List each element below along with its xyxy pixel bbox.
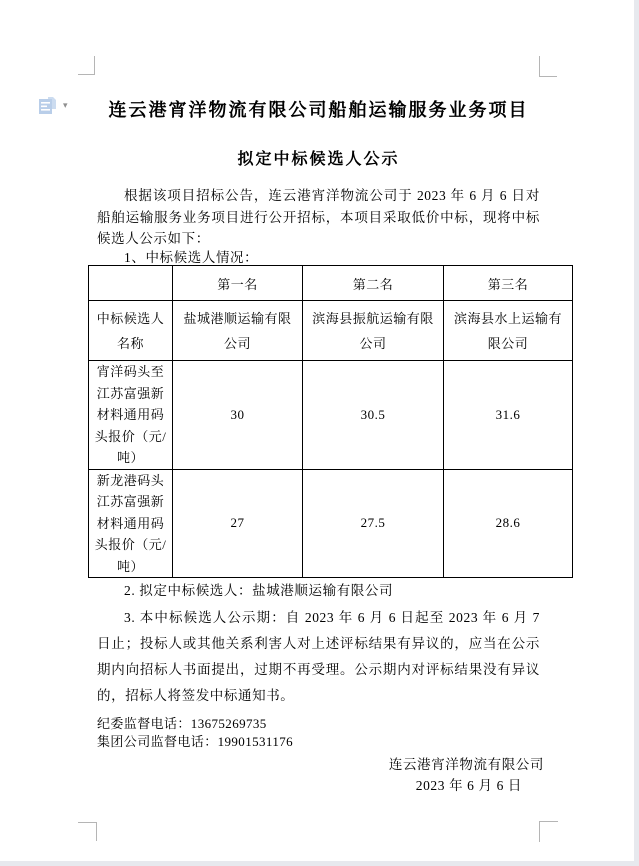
paste-options-button[interactable] xyxy=(38,96,68,115)
intro-paragraph: 根据该项目招标公告，连云港宵洋物流公司于 2023 年 6 月 6 日对船舶运输服务业务项目进行公开招标，本项目采取低价中标，现将中标候选人公示如下： xyxy=(97,188,540,246)
table-row-price-xinlonggang xyxy=(89,469,573,578)
table-cell-price-1: 30 xyxy=(173,361,303,470)
signature-company: 连云港宵洋物流有限公司 xyxy=(388,757,544,772)
page-edge-right xyxy=(634,0,639,866)
document-title: 连云港宵洋物流有限公司船舶运输服务业务项目 xyxy=(108,100,529,120)
row-label-price-xinlonggang: 新龙港码头江苏富强新材料通用码头报价（元/吨） xyxy=(89,469,173,578)
group-phone-line: 集团公司监督电话：19901531176 xyxy=(97,733,294,749)
list-item-2: 2. 拟定中标候选人：盐城港顺运输有限公司 xyxy=(124,583,394,598)
paste-options-icon xyxy=(38,96,56,115)
table-row-price-xiaoyang xyxy=(89,361,573,470)
table-cell-candidate-2: 滨海县振航运输有限公司 xyxy=(303,301,444,361)
candidates-table xyxy=(88,265,573,578)
signature-block xyxy=(97,754,544,797)
table-header-row xyxy=(89,266,573,301)
document-subtitle: 拟定中标候选人公示 xyxy=(237,151,400,168)
row-label-price-xiaoyang: 宵洋码头至江苏富强新材料通用码头报价（元/吨） xyxy=(89,361,173,470)
margin-crop-mark-bottom-left xyxy=(78,822,97,841)
table-header-cell-first: 第一名 xyxy=(173,266,303,301)
table-cell-price-2: 30.5 xyxy=(303,361,444,470)
table-cell-price-3: 31.6 xyxy=(444,361,573,470)
discipline-phone-line: 纪委监督电话：13675269735 xyxy=(97,716,267,731)
table-header-cell-third: 第三名 xyxy=(444,266,573,301)
document-content xyxy=(94,98,562,797)
table-cell-candidate-3: 滨海县水上运输有限公司 xyxy=(444,301,573,361)
table-cell-candidate-1: 盐城港顺运输有限公司 xyxy=(173,301,303,361)
table-row-candidate-names xyxy=(89,301,573,361)
list-item-3: 3. 本中标候选人公示期：自 2023 年 6 月 6 日起至 2023 年 6 月 7 日止；投标人或其他关系利害人对上述评标结果有异议的，应当在公示期内向招标人书面提出，过期不再受理。公示期内对评标结果没有异议的，招标人将签发中标通知书。 xyxy=(97,610,540,703)
table-header-cell-blank xyxy=(89,266,173,301)
signature-date: 2023 年 6 月 6 日 xyxy=(415,778,522,793)
table-header-cell-second: 第二名 xyxy=(303,266,444,301)
table-cell-price-5: 27.5 xyxy=(303,469,444,578)
table-cell-price-6: 28.6 xyxy=(444,469,573,578)
list-item-1: 1、中标候选人情况： xyxy=(124,249,259,265)
table-cell-price-4: 27 xyxy=(173,469,303,578)
row-label-candidate-name: 中标候选人名称 xyxy=(89,301,173,361)
chevron-down-icon[interactable]: ▾ xyxy=(63,101,68,111)
margin-crop-mark-top-left xyxy=(78,56,95,75)
margin-crop-mark-bottom-right xyxy=(539,821,558,842)
margin-crop-mark-top-right xyxy=(539,56,557,77)
page-edge-bottom xyxy=(0,861,639,866)
